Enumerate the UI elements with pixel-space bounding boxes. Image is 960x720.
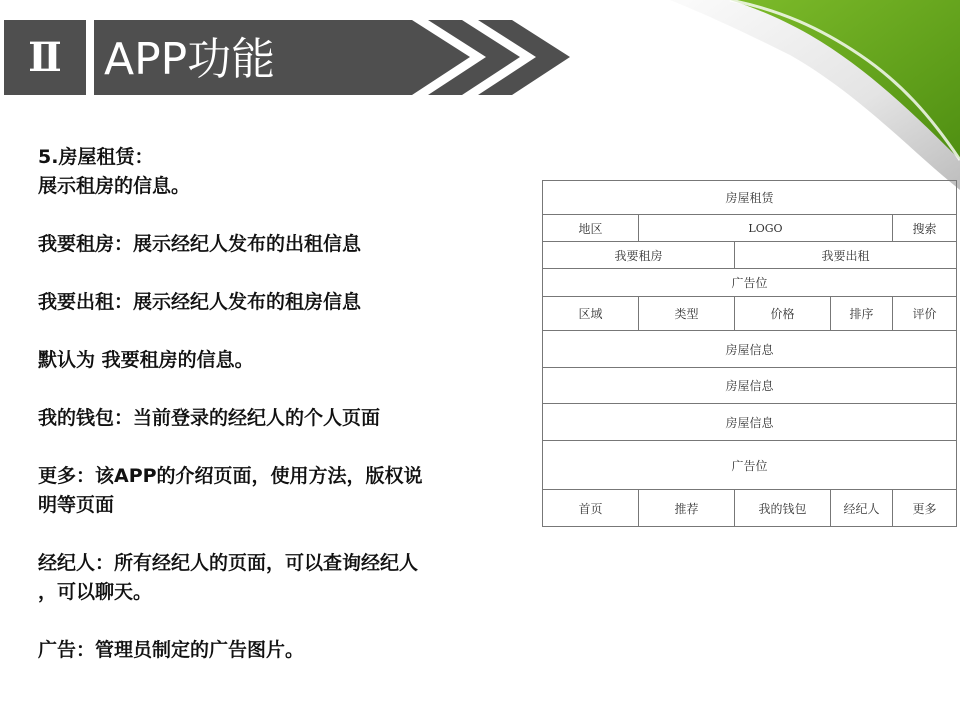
wireframe-ad-top: 广告位 (543, 269, 957, 297)
para-wallet: 我的钱包：当前登录的经纪人的个人页面 (38, 407, 381, 429)
wireframe-tab: 首页 (543, 490, 639, 527)
wireframe-rent-out: 我要出租 (735, 242, 957, 269)
para-agent: 经纪人：所有经纪人的页面，可以查询经纪人 ，可以聊天。 (38, 552, 419, 603)
wireframe-filter: 评价 (893, 297, 957, 331)
wireframe-listing: 房屋信息 (543, 404, 957, 441)
para-rent-out: 我要出租：展示经纪人发布的租房信息 (38, 291, 362, 313)
wireframe-listing: 房屋信息 (543, 368, 957, 404)
app-wireframe (542, 180, 956, 526)
wireframe-tab: 经纪人 (831, 490, 893, 527)
description-text (38, 143, 528, 665)
page-curl-decoration (670, 0, 960, 190)
wireframe-tab: 我的钱包 (735, 490, 831, 527)
title-bar-shape (0, 0, 620, 110)
section-heading: 5.房屋租赁： (38, 146, 154, 168)
wireframe-tab: 更多 (893, 490, 957, 527)
wireframe-rent-in: 我要租房 (543, 242, 735, 269)
section-number: Ⅱ (28, 34, 62, 81)
wireframe-logo: LOGO (639, 215, 893, 242)
para-default: 默认为 我要租房的信息。 (38, 349, 254, 371)
page-title: APP功能 (104, 34, 276, 85)
wireframe-filter: 类型 (639, 297, 735, 331)
intro-text: 展示租房的信息。 (38, 175, 191, 197)
wireframe-filter: 价格 (735, 297, 831, 331)
wireframe-tab: 推荐 (639, 490, 735, 527)
para-ad: 广告：管理员制定的广告图片。 (38, 639, 305, 661)
section-number-box (4, 20, 86, 95)
wireframe-filter: 排序 (831, 297, 893, 331)
wireframe-filter: 区域 (543, 297, 639, 331)
wireframe-region: 地区 (543, 215, 639, 242)
para-rent-in: 我要租房：展示经纪人发布的出租信息 (38, 233, 362, 255)
wireframe-search: 搜索 (893, 215, 957, 242)
wireframe-ad-bottom: 广告位 (543, 441, 957, 490)
wireframe-listing: 房屋信息 (543, 331, 957, 368)
wireframe-title: 房屋租赁 (543, 181, 957, 215)
para-more: 更多：该APP的介绍页面，使用方法，版权说 明等页面 (38, 465, 423, 516)
